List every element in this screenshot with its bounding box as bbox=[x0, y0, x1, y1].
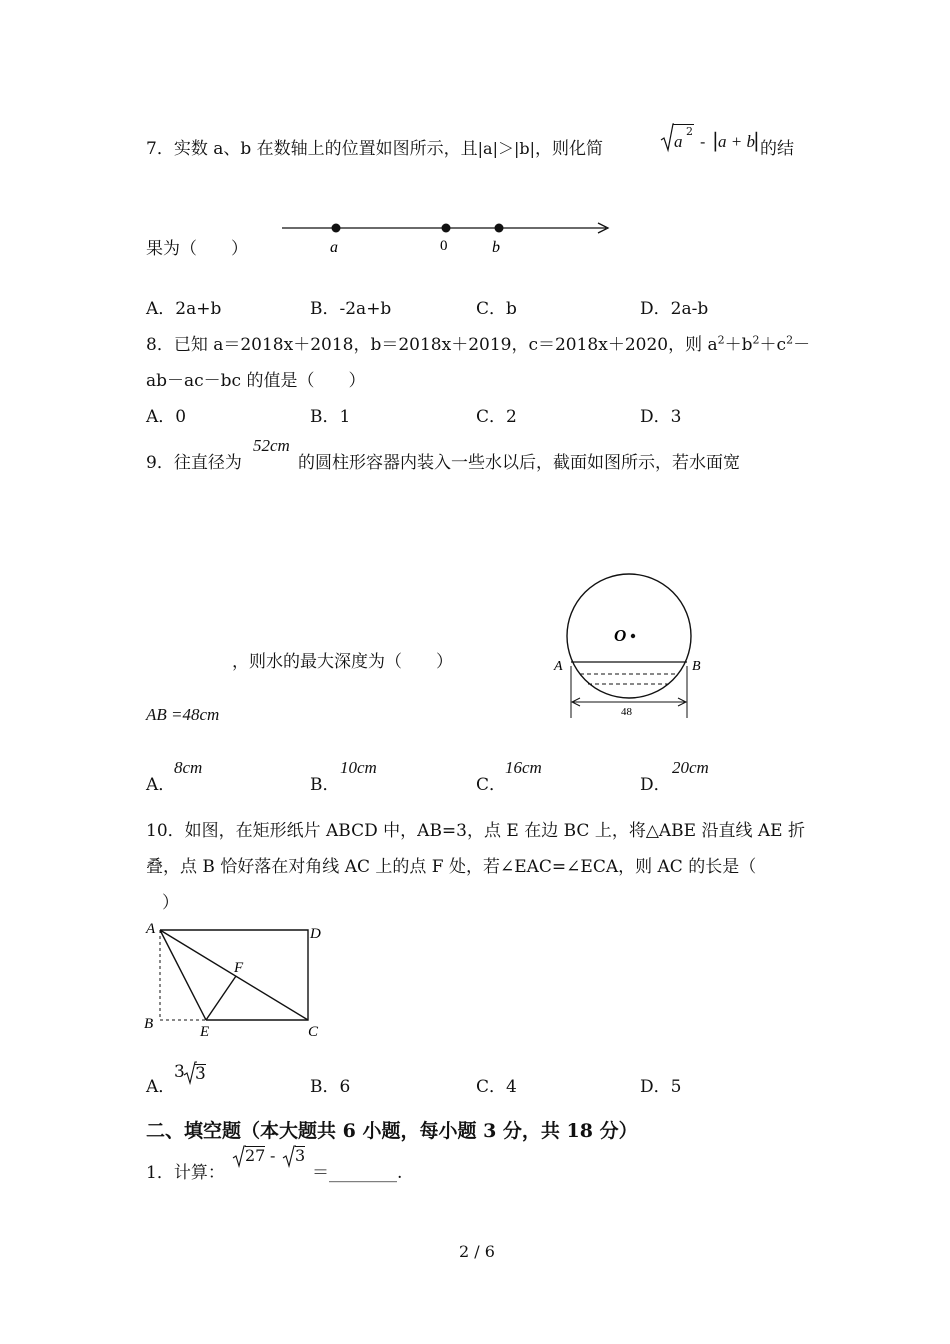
q7-line1-mid: ，则化简 bbox=[535, 139, 603, 159]
q8-exp-b: 2 bbox=[752, 333, 760, 347]
q7-abs-condition: |a|＞|b| bbox=[477, 139, 535, 158]
q9-option-c[interactable] bbox=[476, 758, 576, 795]
s2-q1-radicand-2: 3 bbox=[295, 1146, 306, 1165]
q8-line1 bbox=[146, 330, 810, 355]
q9-option-value: 10cm bbox=[340, 758, 377, 777]
s2-q1-expression bbox=[232, 1144, 322, 1174]
q7-abs-content: a + b bbox=[718, 132, 755, 151]
q8-trailing-minus: － bbox=[793, 335, 811, 355]
q8-plus-c: ＋c bbox=[759, 335, 787, 355]
q7-minus: - bbox=[700, 132, 706, 151]
q7-axis-label: 0 bbox=[440, 238, 448, 254]
q9-diameter: 52cm bbox=[253, 436, 290, 455]
s2-q1-prefix: 1．计算： bbox=[146, 1163, 225, 1183]
q8-plus-b: ＋b bbox=[724, 335, 753, 355]
s2-q1-sqrt-sign bbox=[282, 1144, 296, 1168]
q9-label-b: B bbox=[692, 659, 701, 674]
section2-title: 二、填空题（本大题共 6 小题，每小题 3 分，共 18 分） bbox=[146, 1120, 638, 1142]
q7-point-zero bbox=[442, 224, 451, 233]
q9-option-letter: B． bbox=[310, 775, 340, 795]
q9-option-d[interactable] bbox=[640, 758, 740, 795]
q9-option-letter: A． bbox=[146, 775, 176, 795]
q9-option-a[interactable] bbox=[146, 758, 246, 795]
q7-sqrt-radicand: a bbox=[674, 132, 683, 151]
q10-line3: ） bbox=[162, 893, 179, 913]
q7-sqrt-sign bbox=[660, 122, 674, 154]
q9-option-value: 20cm bbox=[672, 758, 709, 777]
q7-line1-prefix: 7．实数 a、b 在数轴上的位置如图所示，且 bbox=[146, 139, 478, 159]
q10-label-b: B bbox=[144, 1016, 154, 1032]
q9-option-value: 8cm bbox=[174, 758, 203, 777]
q10-label-d: D bbox=[310, 926, 321, 942]
q9-suffix: 的圆柱形容器内装入一些水以后，截面如图所示，若水面宽 bbox=[298, 453, 740, 473]
page-number: 2 / 6 bbox=[459, 1242, 495, 1261]
q10-option-c[interactable]: C．4 bbox=[476, 1077, 517, 1097]
q7-option-d[interactable]: D．2a-b bbox=[640, 299, 709, 319]
q9-circle-figure bbox=[550, 570, 710, 722]
q8-exp-c: 2 bbox=[786, 333, 794, 347]
q10-rectangle-figure bbox=[140, 918, 335, 1040]
q10-option-radicand: 3 bbox=[195, 1064, 206, 1084]
q7-sqrt-exponent: 2 bbox=[686, 125, 693, 138]
q7-point-a bbox=[332, 224, 341, 233]
q10-label-c: C bbox=[308, 1024, 319, 1040]
q8-line1-text: 8．已知 a＝2018x＋2018，b＝2018x＋2019，c＝2018x＋2020，则 a bbox=[146, 335, 718, 355]
q9-option-value: 16cm bbox=[505, 758, 542, 777]
q7-abs-left-bar: | bbox=[712, 128, 719, 152]
q9-label-width: 48 bbox=[621, 706, 632, 718]
q10-option-a[interactable] bbox=[146, 1060, 266, 1097]
q10-line1: 10．如图，在矩形纸片 ABCD 中，AB=3，点 E 在边 BC 上，将△ABE 沿直线 AE 折 bbox=[146, 821, 805, 841]
q9-label-a: A bbox=[554, 659, 563, 674]
q10-option-d[interactable]: D．5 bbox=[640, 1077, 682, 1097]
q7-axis-label: b bbox=[492, 239, 500, 256]
q10-line2: 叠，点 B 恰好落在对角线 AC 上的点 F 处，若∠EAC=∠ECA，则 AC 的长是（ bbox=[146, 857, 757, 877]
s2-q1-minus: - bbox=[270, 1146, 276, 1165]
s2-q1-sqrt-sign bbox=[232, 1144, 246, 1168]
q9-prefix: 9．往直径为 bbox=[146, 453, 242, 473]
q9-option-letter: D． bbox=[640, 775, 671, 795]
q7-option-c[interactable]: C．b bbox=[476, 299, 517, 319]
q7-abs-right-bar: | bbox=[753, 128, 760, 152]
q10-line-ef bbox=[206, 976, 236, 1020]
q8-option-b[interactable]: B．1 bbox=[310, 407, 351, 427]
q7-axis-label: a bbox=[330, 239, 338, 256]
q10-option-coef: 3 bbox=[174, 1062, 185, 1082]
q9-container-circle bbox=[567, 574, 691, 698]
q10-option-b[interactable]: B．6 bbox=[310, 1077, 351, 1097]
q7-line2: 果为（ ） bbox=[146, 239, 248, 259]
q10-label-e: E bbox=[200, 1024, 210, 1040]
q9-ab-expression: AB =48cm bbox=[146, 705, 220, 724]
q8-exp-a: 2 bbox=[717, 333, 725, 347]
q10-label-f: F bbox=[234, 960, 244, 976]
q9-line2: ，则水的最大深度为（ ） bbox=[232, 652, 453, 672]
q9-option-letter: C． bbox=[476, 775, 507, 795]
s2-q1-radicand-1: 27 bbox=[245, 1146, 266, 1165]
q7-option-a[interactable]: A．2a+b bbox=[146, 299, 222, 319]
q7-line1-suffix: 的结 bbox=[760, 139, 794, 159]
q10-label-a: A bbox=[146, 921, 156, 937]
q8-option-d[interactable]: D．3 bbox=[640, 407, 682, 427]
q7-option-b[interactable]: B．-2a+b bbox=[310, 299, 392, 319]
s2-q1-suffix: ＝________. bbox=[312, 1163, 403, 1183]
q8-option-c[interactable]: C．2 bbox=[476, 407, 517, 427]
q9-option-b[interactable] bbox=[310, 758, 410, 795]
q8-line2: ab－ac－bc 的值是（ ） bbox=[146, 371, 366, 391]
q7-number-line bbox=[280, 214, 615, 260]
q7-line1 bbox=[146, 134, 603, 159]
q10-option-letter: A． bbox=[146, 1077, 176, 1097]
q8-option-a[interactable]: A．0 bbox=[146, 407, 187, 427]
q7-point-b bbox=[495, 224, 504, 233]
q7-sqrt-overline bbox=[673, 124, 694, 125]
q9-label-center: O bbox=[614, 626, 627, 645]
